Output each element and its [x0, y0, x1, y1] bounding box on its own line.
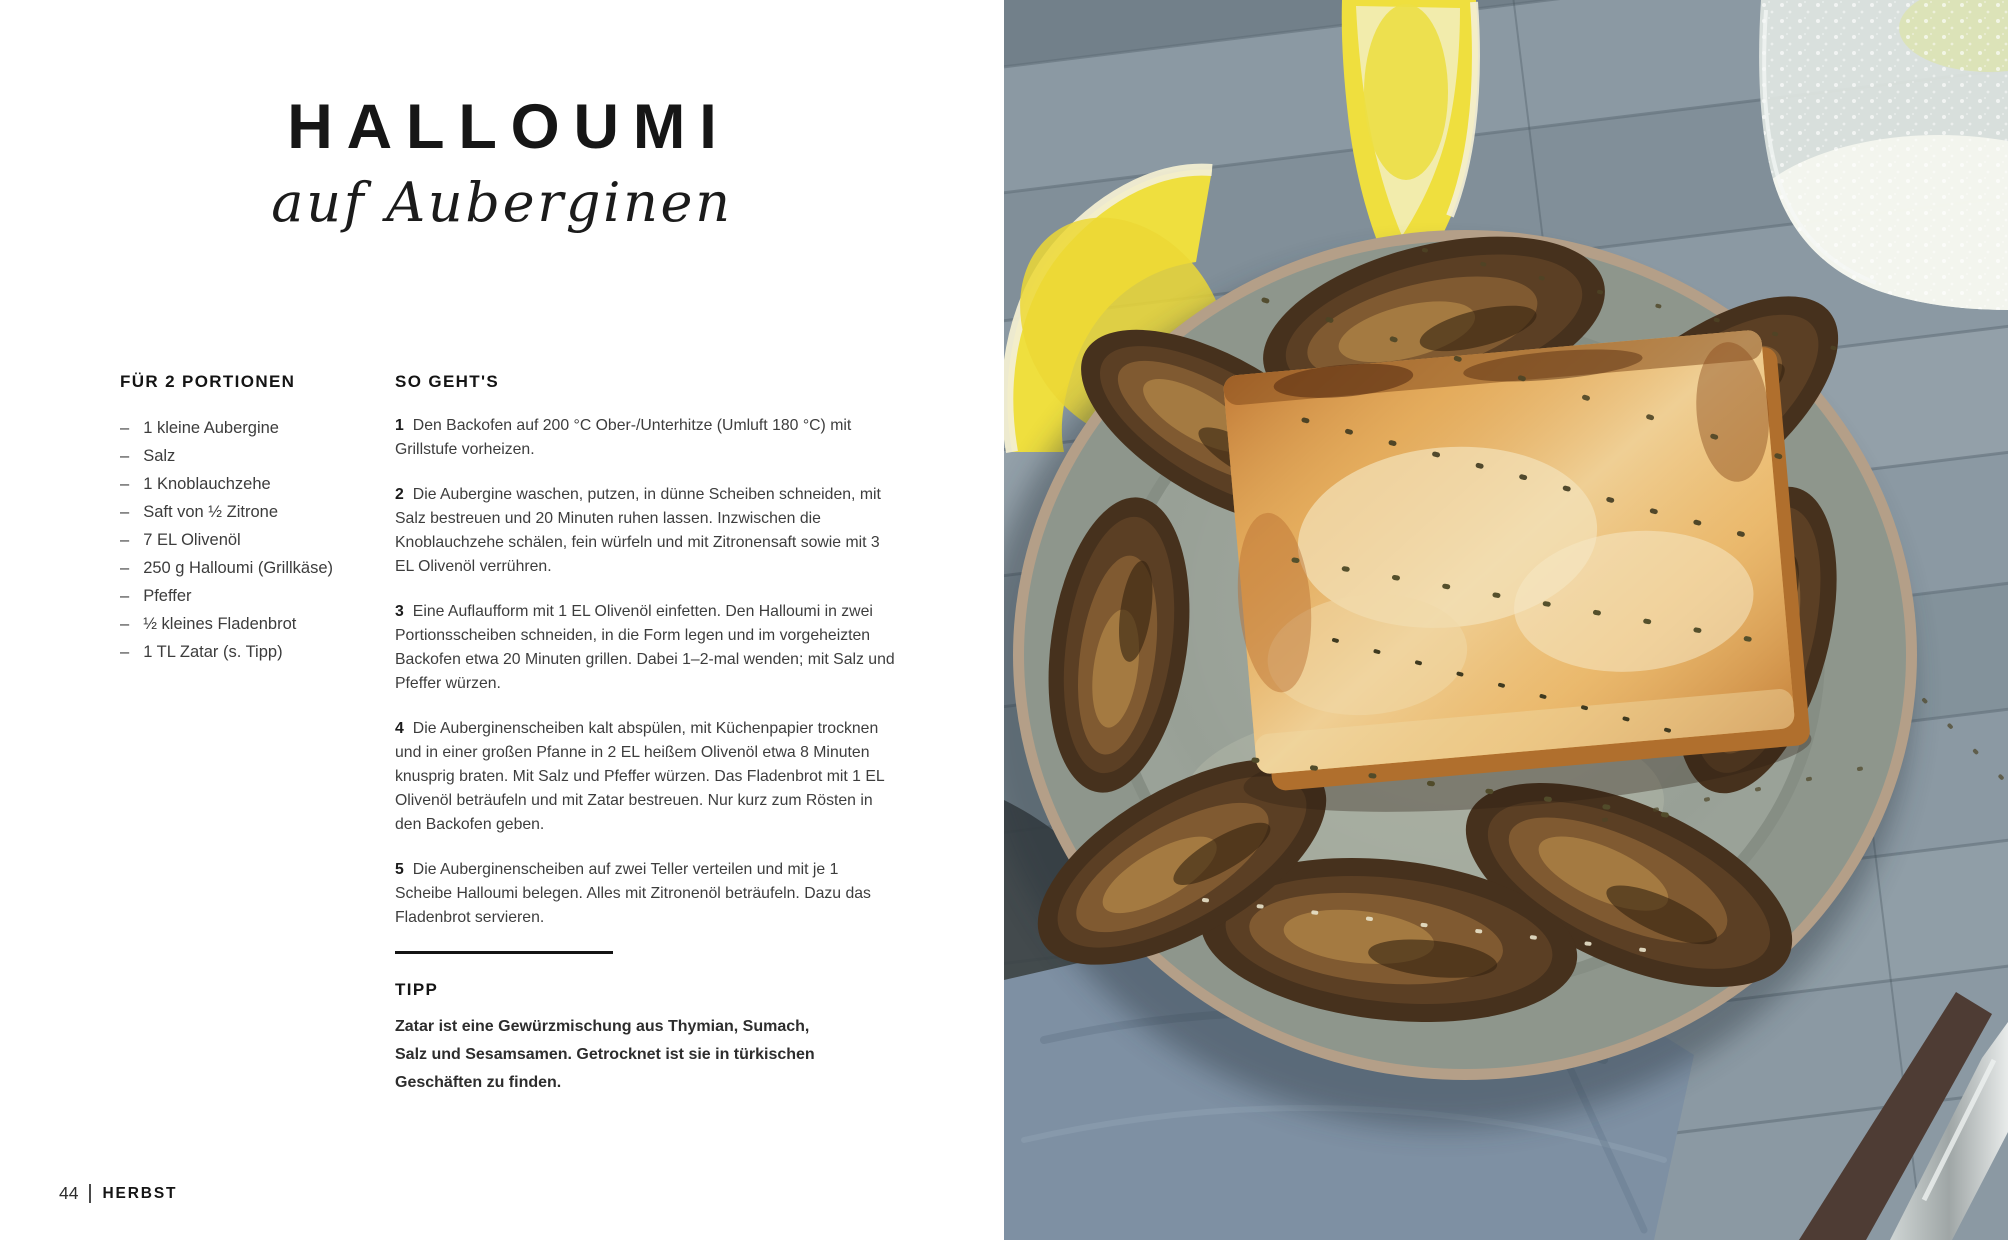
instructions-heading: SO GEHT'S [395, 372, 500, 391]
step-number: 4 [395, 720, 404, 737]
ingredient-item [120, 638, 380, 666]
page-footer [59, 1183, 177, 1204]
ingredient-item [120, 610, 380, 638]
tip-text-line: Geschäften zu finden. [395, 1074, 562, 1091]
instructions-section [395, 372, 895, 1097]
step-number: 2 [395, 486, 404, 503]
ingredients-section [120, 372, 380, 666]
ingredient-text: 1 kleine Aubergine [143, 419, 279, 437]
bullet-dash: – [120, 587, 130, 605]
bullet-dash: – [120, 531, 130, 549]
ingredient-text: ½ kleines Fladenbrot [143, 615, 297, 633]
step-number: 5 [395, 861, 404, 878]
ingredient-text: 250 g Halloumi (Grillkäse) [143, 559, 334, 577]
tip-text-line: Zatar ist eine Gewürzmischung aus Thymian, Sumach, [395, 1018, 810, 1035]
bullet-dash: – [120, 419, 130, 437]
step-number: 3 [395, 603, 404, 620]
ingredient-text: 7 EL Olivenöl [143, 531, 241, 549]
step-text: Den Backofen auf 200 °C Ober-/Unterhitze (Umluft 180 °C) mit Grillstufe vorheizen. [395, 417, 852, 458]
ingredient-item [120, 498, 380, 526]
footer-separator [89, 1184, 91, 1203]
ingredient-item [120, 554, 380, 582]
recipe-subtitle: auf Auberginen [271, 171, 733, 234]
ingredient-text: Saft von ½ Zitrone [143, 503, 279, 521]
bullet-dash: – [120, 503, 130, 521]
step [395, 483, 895, 579]
step-text: Die Auberginenscheiben kalt abspülen, mit Küchenpapier trocknen und in einer großen Pfanne in 2 EL heißem Olivenöl etwa 8 Minuten knusprig braten. Mit Salz und Pfeffer würzen. Das Fladenbrot mit 1 EL Olivenöl beträufeln und mit Zatar bestreuen. Nur kurz zum Rösten in den Backofen geben. [395, 720, 885, 833]
ingredients-list [120, 414, 380, 666]
recipe-title: HALLOUMI [287, 92, 731, 162]
step [395, 600, 895, 696]
bullet-dash: – [120, 559, 130, 577]
photo-page [1004, 0, 2008, 1240]
ingredient-item [120, 414, 380, 442]
tip-divider [395, 951, 613, 954]
ingredient-item [120, 582, 380, 610]
step [395, 414, 895, 462]
step-text: Die Aubergine waschen, putzen, in dünne Scheiben schneiden, mit Salz bestreuen und 20 Minuten ruhen lassen. Inzwischen die Knoblauchzehe schälen, fein würfeln und mit Zitronensaft sowie mit 3 EL Olivenöl verrühren. [395, 486, 881, 575]
bullet-dash: – [120, 447, 130, 465]
halloumi-slab [1208, 327, 1815, 830]
bullet-dash: – [120, 615, 130, 633]
ingredient-item [120, 526, 380, 554]
ingredient-text: 1 TL Zatar (s. Tipp) [143, 643, 283, 661]
step-number: 1 [395, 417, 404, 434]
ingredient-item [120, 470, 380, 498]
ingredient-text: Pfeffer [143, 587, 192, 605]
bullet-dash: – [120, 643, 130, 661]
tip-heading: TIPP [395, 980, 439, 999]
page-number: 44 [59, 1183, 79, 1203]
ingredient-item [120, 442, 380, 470]
step-text: Die Auberginenscheiben auf zwei Teller verteilen und mit je 1 Scheibe Halloumi belegen. Alles mit Zitronenöl beträufeln. Dazu das Fladenbrot servieren. [395, 861, 871, 926]
ingredient-text: 1 Knoblauchzehe [143, 475, 271, 493]
footer-section-label: HERBST [102, 1184, 178, 1202]
bullet-dash: – [120, 475, 130, 493]
ingredient-text: Salz [143, 447, 176, 465]
step [395, 858, 895, 930]
ingredients-heading: FÜR 2 PORTIONEN [120, 372, 296, 391]
step [395, 717, 895, 837]
step-text: Eine Auflaufform mit 1 EL Olivenöl einfetten. Den Halloumi in zwei Portionsscheiben schneiden, in die Form legen und im vorgeheizten Backofen etwa 20 Minuten grillen. Dabei 1–2-mal wenden; mit Salz und Pfeffer würzen. [395, 603, 895, 692]
tip-text-line: Salz und Sesamsamen. Getrocknet ist sie in türkischen [395, 1046, 815, 1063]
food-photo [1004, 0, 2008, 1240]
